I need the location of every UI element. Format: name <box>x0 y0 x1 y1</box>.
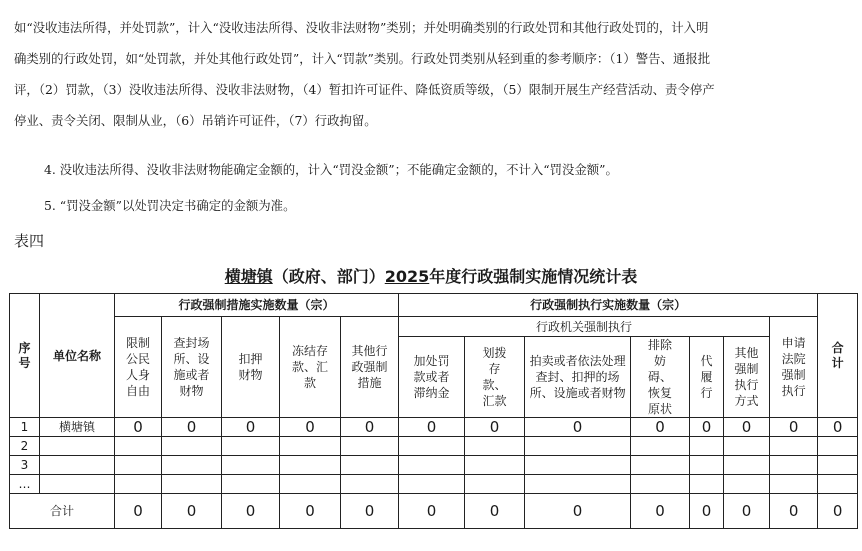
paragraph-line-3: 评，（2）罚款，（3）没收违法所得、没收非法财物，（4）暂扣许可证件、降低资质等级，（5）限制开展生产经营活动、责令停产 <box>14 82 715 97</box>
header-court: 申请法院强制执行 <box>770 317 818 418</box>
sum-value: 0 <box>525 494 631 529</box>
sum-value: 0 <box>162 494 222 529</box>
table-label: 表四 <box>14 232 45 250</box>
paragraph-line-4: 停业、责令关闭、限制从业，（6）吊销许可证件，（7）行政拘留。 <box>14 113 377 128</box>
statistics-table <box>9 293 858 529</box>
header-seq: 序号 <box>10 294 40 418</box>
sum-row <box>10 494 858 529</box>
cell-value: 0 <box>222 418 280 437</box>
header-e6: 其他强制执行方式 <box>724 337 770 418</box>
header-group-measures: 行政强制措施实施数量（宗） <box>115 294 399 317</box>
header-group-execution: 行政强制执行实施数量（宗） <box>399 294 818 317</box>
sum-value: 0 <box>770 494 818 529</box>
header-row-1 <box>10 294 858 317</box>
note-4: 4. 没收违法所得、没收非法财物能确定金额的，计入“罚没金额”；不能确定金额的，不计入“罚没金额”。 <box>44 162 618 177</box>
row-unit <box>40 475 115 494</box>
header-m5: 其他行政强制措施 <box>341 317 399 418</box>
cell-value: 0 <box>341 418 399 437</box>
sum-value: 0 <box>631 494 690 529</box>
note-5: 5. “罚没金额”以处罚决定书确定的金额为准。 <box>44 198 296 213</box>
paragraph-line-2: 确类别的行政处罚，如“处罚款，并处其他行政处罚”，计入“罚款”类别。行政处罚类别从轻到重的参考顺序：（1）警告、通报批 <box>14 51 711 66</box>
table-row <box>10 456 858 475</box>
paragraph-line-1: 如“没收违法所得，并处罚款”，计入“没收违法所得、没收非法财物”类别；并处明确类别的行政处罚和其他行政处罚的，计入明 <box>14 20 709 35</box>
row-seq: 2 <box>10 437 40 456</box>
cell-value: 0 <box>465 418 525 437</box>
header-m2: 查封场所、设施或者财物 <box>162 317 222 418</box>
table-row <box>10 437 858 456</box>
sum-value: 0 <box>341 494 399 529</box>
header-row-2 <box>10 317 858 337</box>
header-m4: 冻结存款、汇款 <box>280 317 341 418</box>
header-m1: 限制公民人身自由 <box>115 317 162 418</box>
row-seq: … <box>10 475 40 494</box>
sum-label: 合计 <box>10 494 115 529</box>
sum-value: 0 <box>115 494 162 529</box>
row-seq: 3 <box>10 456 40 475</box>
header-e4: 排除妨碍、恢复原状 <box>631 337 690 418</box>
sum-value: 0 <box>465 494 525 529</box>
header-m3: 扣押财物 <box>222 317 280 418</box>
header-unit: 单位名称 <box>40 294 115 418</box>
header-e3: 拍卖或者依法处理查封、扣押的场所、设施或者财物 <box>525 337 631 418</box>
header-total: 合计 <box>818 294 858 418</box>
cell-value: 0 <box>115 418 162 437</box>
table-row <box>10 475 858 494</box>
title-mid: （政府、部门） <box>272 267 385 286</box>
cell-value: 0 <box>690 418 724 437</box>
cell-value: 0 <box>162 418 222 437</box>
table-title <box>0 264 862 287</box>
title-unit-blank: 横塘镇 <box>224 267 273 286</box>
cell-value: 0 <box>280 418 341 437</box>
intro-paragraph <box>14 12 854 136</box>
header-e1: 加处罚款或者滞纳金 <box>399 337 465 418</box>
title-year-blank: 2025 <box>384 267 430 286</box>
title-rest: 年度行政强制实施情况统计表 <box>429 267 638 286</box>
row-seq: 1 <box>10 418 40 437</box>
header-e2: 划拨存款、汇款 <box>465 337 525 418</box>
sum-value: 0 <box>690 494 724 529</box>
row-unit <box>40 437 115 456</box>
sum-value: 0 <box>724 494 770 529</box>
sum-value: 0 <box>818 494 858 529</box>
cell-value: 0 <box>525 418 631 437</box>
cell-value: 0 <box>631 418 690 437</box>
header-e5: 代履行 <box>690 337 724 418</box>
cell-value: 0 <box>399 418 465 437</box>
table-row <box>10 418 858 437</box>
cell-value: 0 <box>770 418 818 437</box>
cell-value: 0 <box>818 418 858 437</box>
sum-value: 0 <box>399 494 465 529</box>
cell-value: 0 <box>724 418 770 437</box>
row-unit: 横塘镇 <box>40 418 115 437</box>
header-group-admin-exec: 行政机关强制执行 <box>399 317 770 337</box>
sum-value: 0 <box>280 494 341 529</box>
sum-value: 0 <box>222 494 280 529</box>
row-unit <box>40 456 115 475</box>
